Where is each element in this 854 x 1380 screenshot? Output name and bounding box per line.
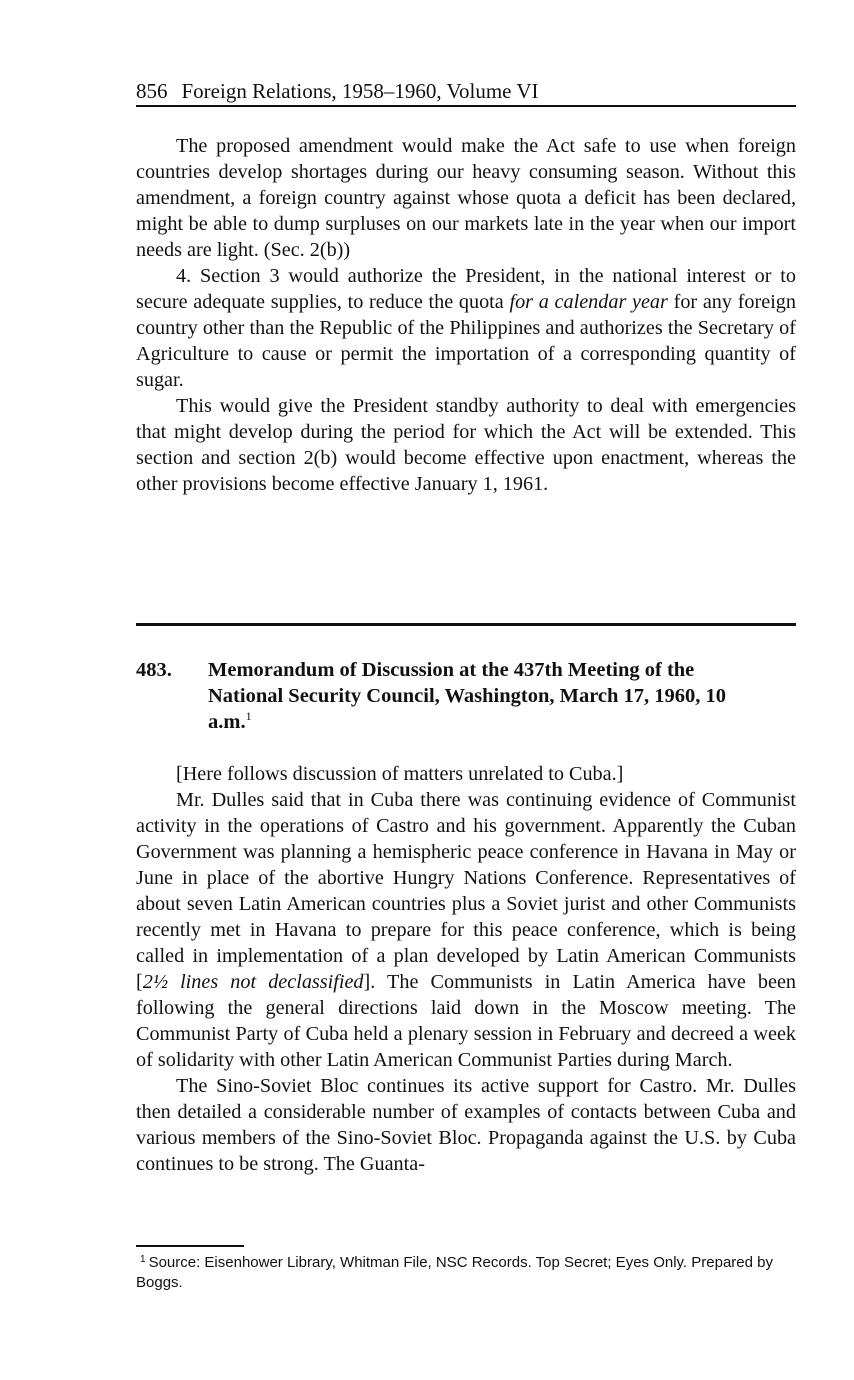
italic-phrase: 2½ lines not declassified (142, 971, 364, 993)
footnote-divider (136, 1245, 244, 1247)
paragraph: This would give the President standby authority to deal with emergencies that might develop during the period for which the Act will be extended. This section and section 2(b) would become effective upon enactment, whereas the other provisions become effective January 1, 1961. (136, 395, 796, 495)
section-divider (136, 623, 796, 626)
running-head (136, 78, 796, 104)
footnote-reference: 1 (245, 709, 252, 723)
paragraph: The Sino-Soviet Bloc continues its active support for Castro. Mr. Dulles then detailed a considerable number of examples of contacts between Cuba and various members of the Sino-Soviet Bloc. Propaganda against the U.S. by Cuba continues to be strong. The Guanta- (136, 1075, 796, 1175)
footnote-marker: 1 (140, 1254, 146, 1265)
document-heading (136, 657, 796, 735)
document-title: Memorandum of Discussion at the 437th Meeting of the National Security Council, Washington, March 17, 1960, 10 a.m. (208, 659, 727, 733)
continued-text (136, 133, 796, 497)
document-body (136, 761, 796, 1177)
document-number: 483. (136, 659, 172, 681)
paragraph: 4. Section 3 would authorize the President, in the national interest or to secure adequate supplies, to reduce the quota for a calendar year for any foreign country other than the Republic of the Philippines and authorizes the Secretary of Agriculture to cause or permit the importation of a corresponding quantity of sugar. (136, 265, 796, 391)
running-head-title: Foreign Relations, 1958–1960, Volume VI (181, 79, 539, 103)
header-divider (136, 105, 796, 107)
paragraph: Mr. Dulles said that in Cuba there was continuing evidence of Communist activity in the operations of Castro and his government. Apparently the Cuban Government was planning a hemispheric peace conference in Havana in May or June in place of the abortive Hungry Nations Conference. Representatives of about seven Latin American countries plus a Soviet jurist and other Communists recently met in Havana to prepare for this peace conference, which is being called in implementation of a plan developed by Latin American Communists [2½ lines not declassified]. The Communists in Latin America have been following the general directions laid down in the Moscow meeting. The Communist Party of Cuba held a plenary session in February and decreed a week of solidarity with other Latin American Communist Parties during March. (136, 789, 796, 1071)
footnote (136, 1253, 796, 1293)
italic-phrase: for a calendar year (509, 291, 668, 313)
footnote-text: Source: Eisenhower Library, Whitman File, NSC Records. Top Secret; Eyes Only. Prepared by Boggs. (136, 1254, 773, 1291)
paragraph: [Here follows discussion of matters unrelated to Cuba.] (176, 763, 624, 785)
page-number: 856 (136, 79, 168, 103)
paragraph: The proposed amendment would make the Act safe to use when foreign countries develop shortages during our heavy consuming season. Without this amendment, a foreign country against whose quota a deficit has been declared, might be able to dump surpluses on our markets late in the year when our import needs are light. (Sec. 2(b)) (136, 135, 796, 261)
